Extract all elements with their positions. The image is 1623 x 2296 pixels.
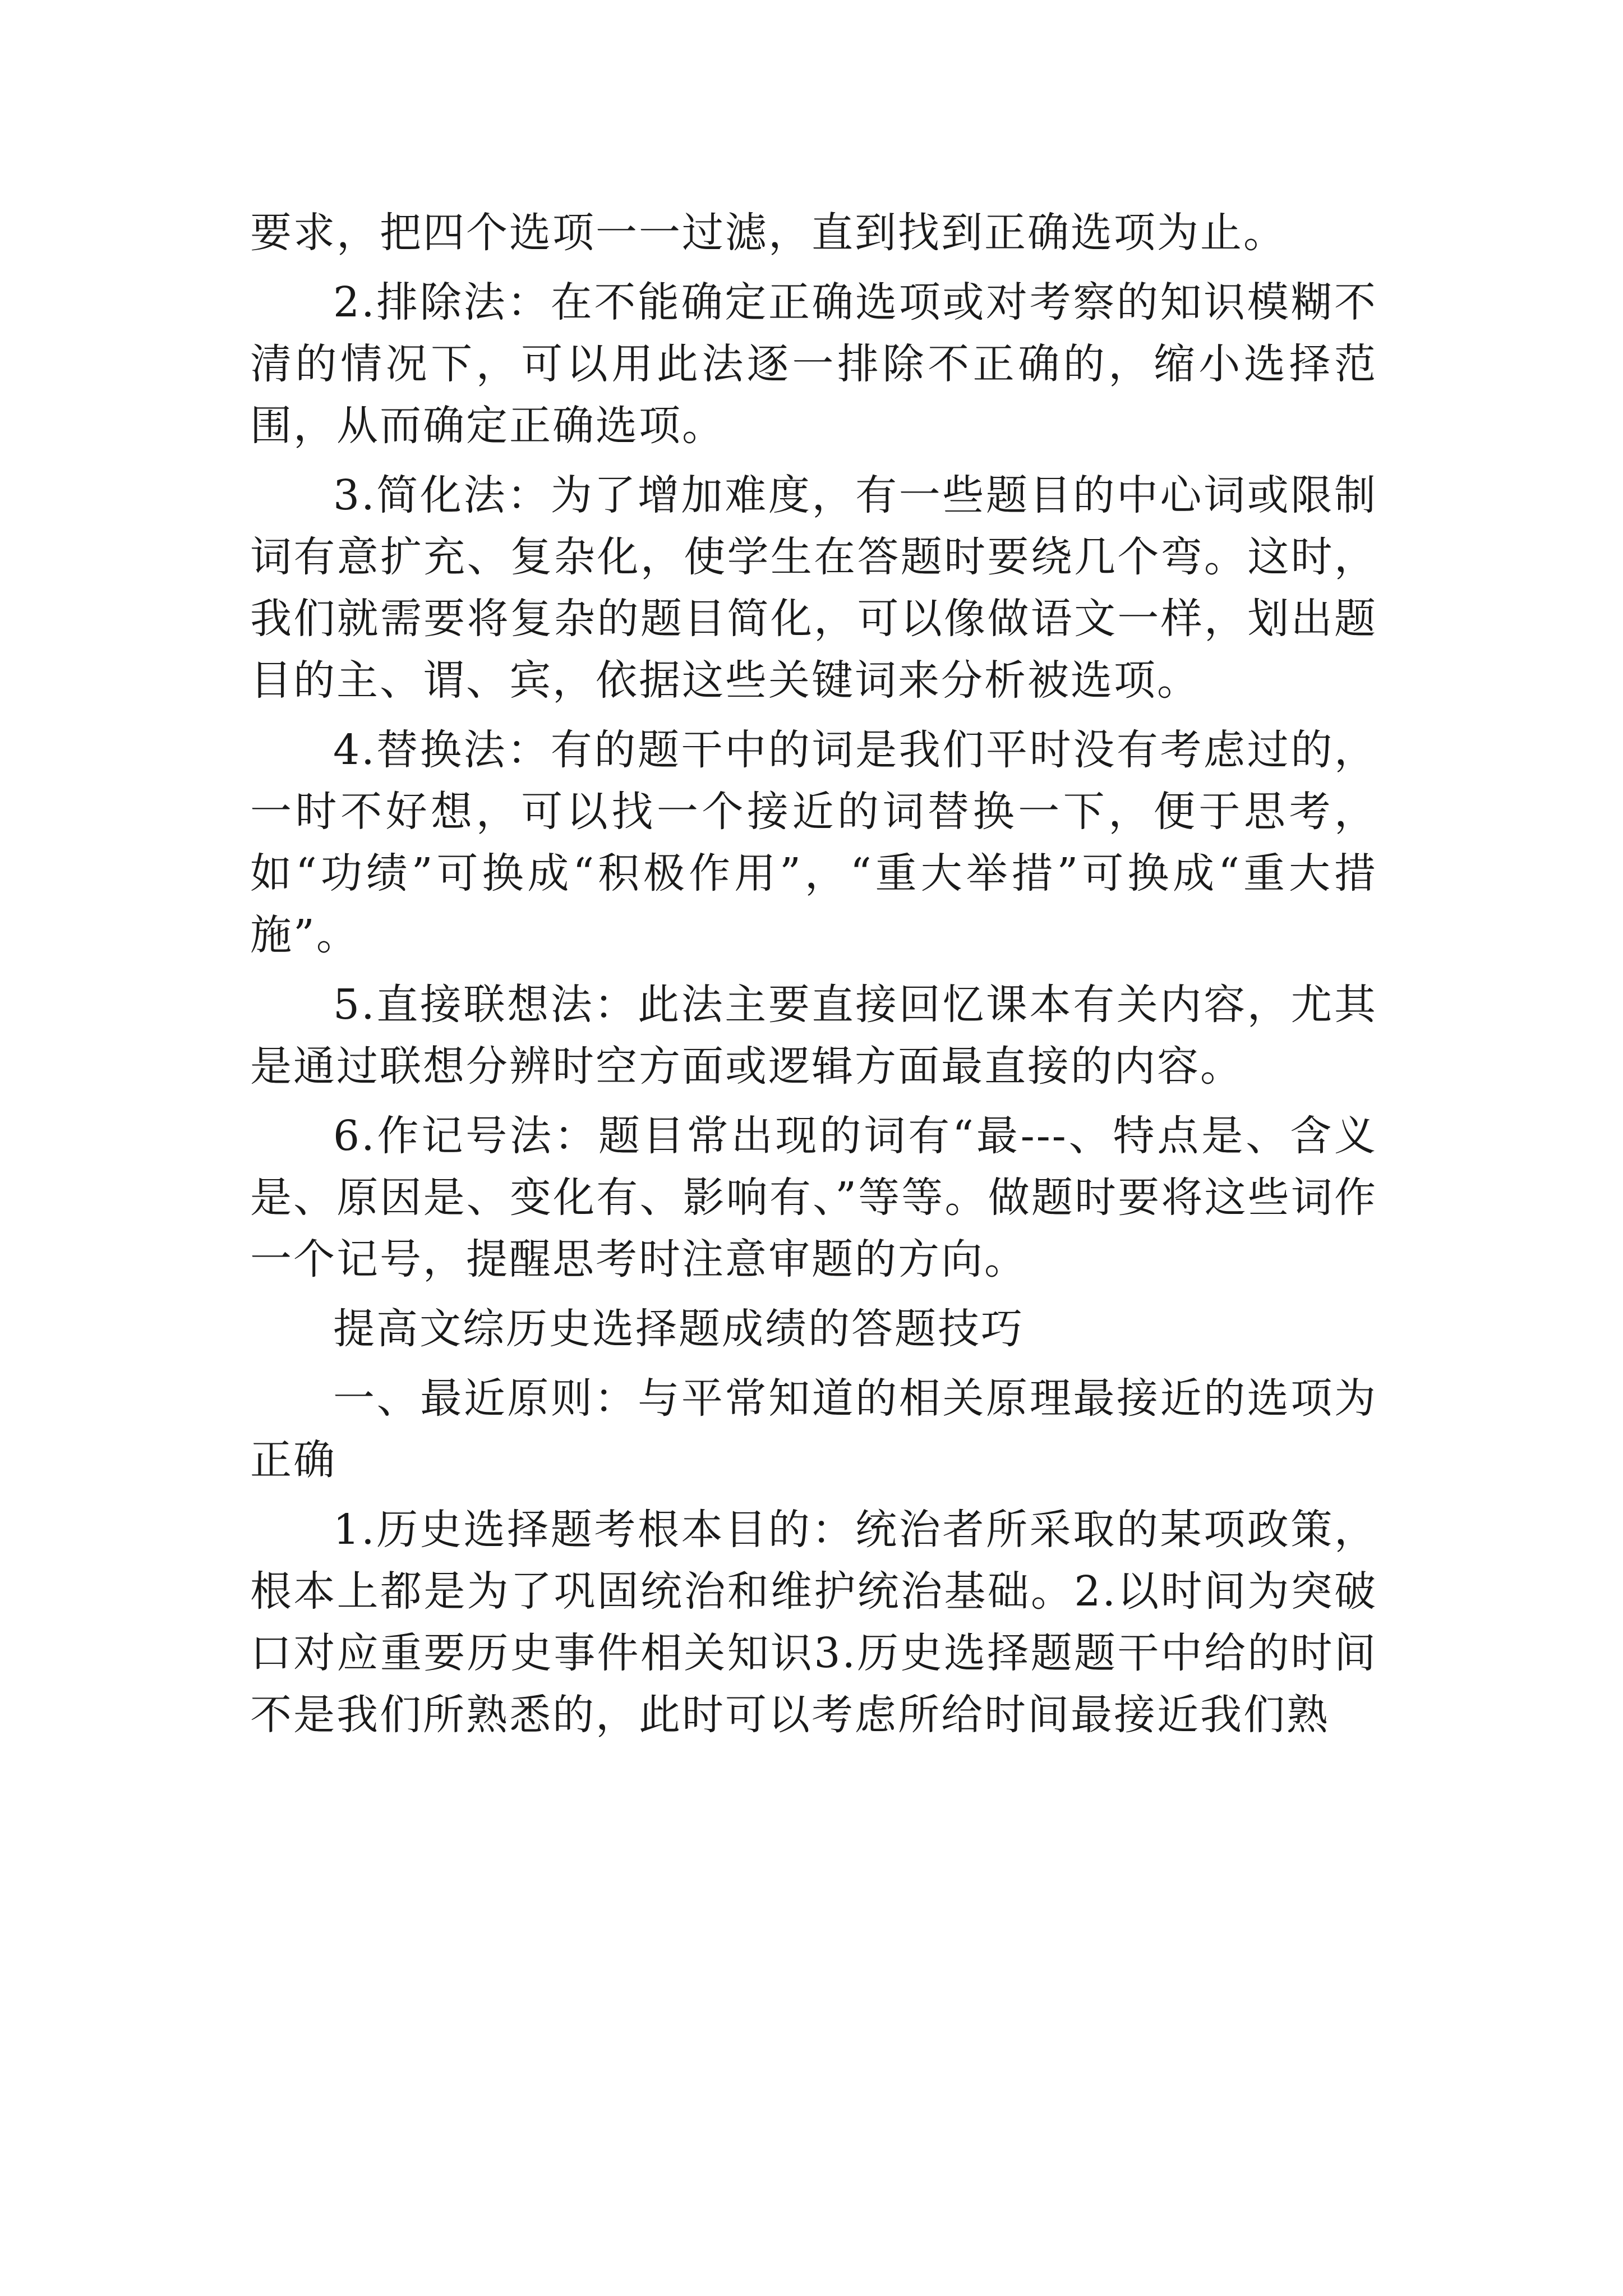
paragraph-continuation: 要求，把四个选项一一过滤，直到找到正确选项为止。 <box>250 209 1287 257</box>
paragraph-marking-method: 6.作记号法：题目常出现的词有“最---、特点是、含义是、原因是、变化有、影响有、”等等。做题时要将这些词作一个记号，提醒思考时注意审题的方向。 <box>250 1112 1377 1283</box>
paragraph-history-tips: 1.历史选择题考根本目的：统治者所采取的某项政策，根本上都是为了巩固统治和维护统治基础。2.以时间为突破口对应重要历史事件相关知识3.历史选择题题干中给的时间不是我们所熟悉的，此时可以考虑所给时间最接近我们熟 <box>250 1506 1377 1739</box>
paragraph-association-method: 5.直接联想法：此法主要直接回忆课本有关内容，尤其是通过联想分辨时空方面或逻辑方面最直接的内容。 <box>250 981 1377 1091</box>
document-body <box>250 202 1377 1754</box>
paragraph-simplification-method: 3.简化法：为了增加难度，有一些题目的中心词或限制词有意扩充、复杂化，使学生在答题时要绕几个弯。这时，我们就需要将复杂的题目简化，可以像做语文一样，划出题目的主、谓、宾，依据这些关键词来分析被选项。 <box>250 471 1377 705</box>
paragraph-elimination-method: 2.排除法：在不能确定正确选项或对考察的知识模糊不清的情况下，可以用此法逐一排除不正确的，缩小选择范围，从而确定正确选项。 <box>250 278 1377 450</box>
principle-heading: 一、最近原则：与平常知道的相关原理最接近的选项为正确 <box>250 1374 1377 1484</box>
section-heading: 提高文综历史选择题成绩的答题技巧 <box>333 1305 1024 1353</box>
paragraph-substitution-method: 4.替换法：有的题干中的词是我们平时没有考虑过的，一时不好想，可以找一个接近的词替换一下，便于思考，如“功绩”可换成“积极作用”，“重大举措”可换成“重大措施”。 <box>250 726 1377 959</box>
